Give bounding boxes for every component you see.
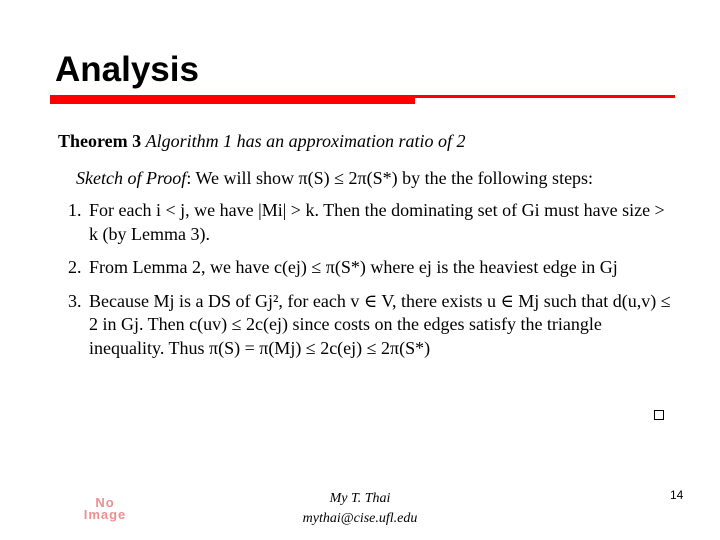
theorem-heading: Theorem 3 [58, 131, 142, 151]
theorem-statement: Algorithm 1 has an approximation ratio of 2 [145, 131, 466, 151]
proof-step [58, 290, 678, 361]
no-image-line-2: Image [83, 507, 127, 522]
proof-step [58, 256, 678, 280]
no-image-placeholder [72, 497, 138, 521]
footer-email: mythai@cise.ufl.edu [302, 511, 418, 526]
step-number: 2. [68, 257, 82, 277]
slide-body [58, 130, 678, 370]
proof-intro-text: : We will show π(S) ≤ 2π(S*) by the the following steps: [186, 167, 594, 188]
step-text: From Lemma 2, we have c(ej) ≤ π(S*) where ej is the heaviest edge in Gj [89, 257, 618, 277]
proof-label: Sketch of Proof [76, 167, 187, 188]
step-number: 1. [68, 200, 82, 220]
step-text: For each i < j, we have |Mi| > k. Then the dominating set of Gi must have size > k (by Lemma 3). [89, 200, 665, 244]
proof-steps [58, 199, 678, 360]
title-underline-accent [50, 97, 415, 104]
page-number: 14 [670, 488, 684, 502]
footer-author: My T. Thai [329, 491, 391, 506]
proof-step [58, 199, 678, 246]
proof-intro [58, 167, 678, 191]
slide-title: Analysis [55, 50, 199, 89]
theorem [58, 130, 678, 154]
step-number: 3. [68, 290, 82, 311]
qed-box-icon [654, 410, 664, 420]
footer [260, 489, 460, 529]
step-text: Because Mj is a DS of Gj², for each v ∈ V, there exists u ∈ Mj such that d(u,v) ≤ 2 in Gj. Then c(uv) ≤ 2c(ej) since costs on the edges satisfy the triangle inequality. Thus π(S) = π(Mj) ≤ 2c(ej) ≤ 2π(S*) [89, 290, 671, 358]
no-image-line-1: No [95, 495, 115, 510]
